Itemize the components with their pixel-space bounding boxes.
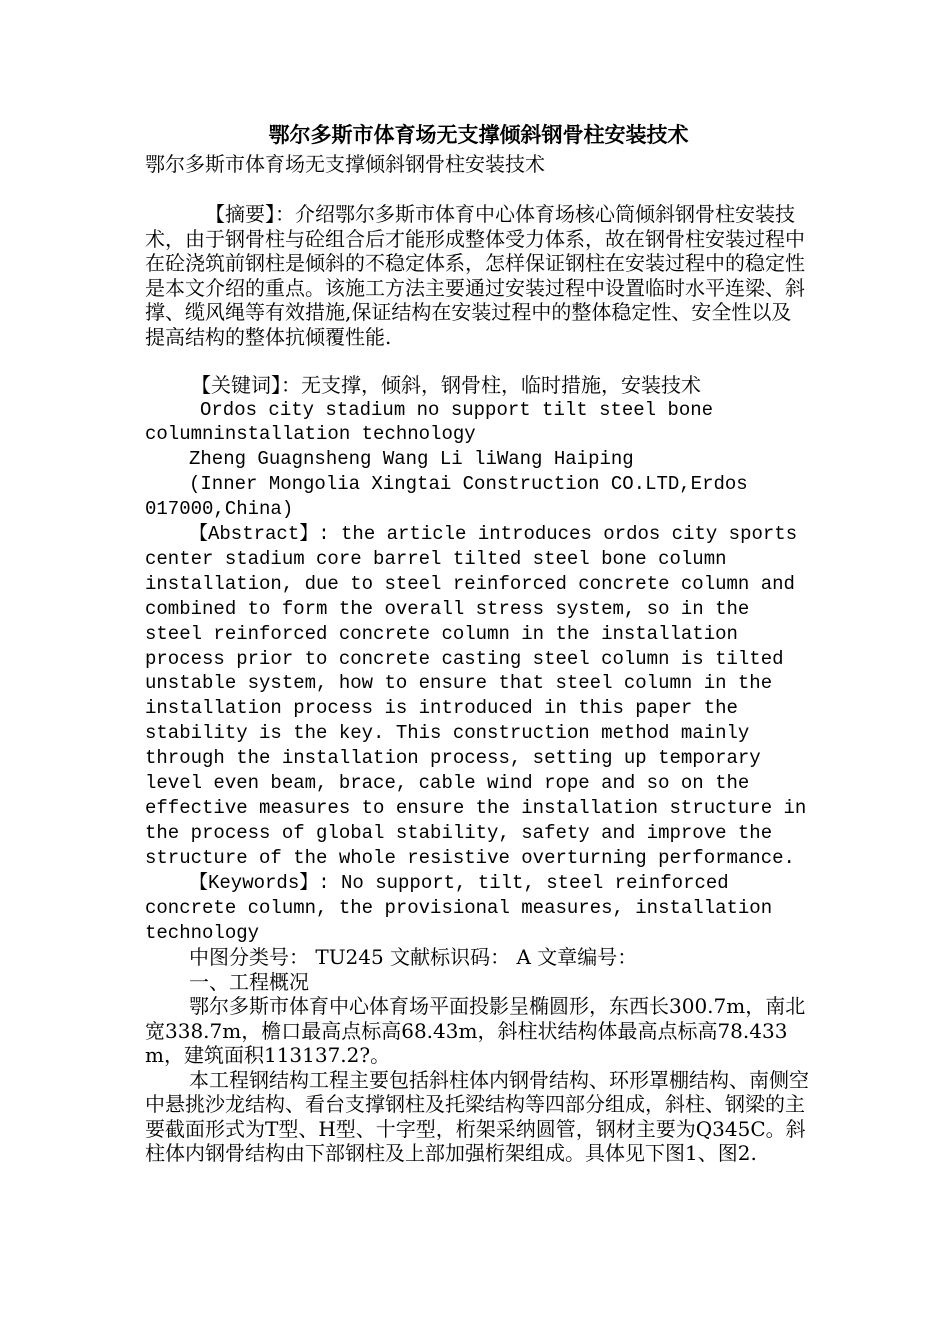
document-subtitle: 鄂尔多斯市体育场无支撑倾斜钢骨柱安装技术 <box>145 152 545 176</box>
abstract-cn: 【摘要】：介绍鄂尔多斯市体育中心体育场核心筒倾斜钢骨柱安装技术，由于钢骨柱与砼组合后才能形成整体受力体系，故在钢骨柱安装过程中在砼浇筑前钢柱是倾斜的不稳定体系，怎样保证钢柱在安装过程中的稳定性是本文介绍的重点。该施工方法主要通过安装过程中设置临时水平连梁、斜撑、缆风绳等有效措施,保证结构在安装过程中的整体稳定性、安全性以及提高结构的整体抗倾覆性能. <box>145 202 805 349</box>
abstract-en: 【Abstract】: the article introduces ordos city sports center stadium core barrel tilted steel bone column installation, due to steel reinforced concrete column and combined to form the overall stress system, so in the steel reinforced concrete column in the installation process prior to concrete casting steel column is tilted unstable system, how to ensure that steel column in the installation process is introduced in this paper the stability is the key. This construction method mainly through the installation process, setting up temporary level even beam, brace, cable wind rope and so on the effective measures to ensure the installation structure in the process of global stability, safety and improve the structure of the whole resistive overturning performance. <box>145 523 807 869</box>
keywords-cn: 【关键词】：无支撑，倾斜，钢骨柱，临时措施，安装技术 <box>191 373 701 397</box>
affiliation-en: (Inner Mongolia Xingtai Construction CO.LTD,Erdos 017000,China) <box>145 473 748 521</box>
section-paragraph-2: 本工程钢结构工程主要包括斜柱体内钢骨结构、环形罩棚结构、南侧空中悬挑沙龙结构、看台支撑钢柱及托梁结构等四部分组成，斜柱、钢梁的主要截面形式为T型、H型、十字型，桁架采纳圆管，钢材主要为Q345C。斜柱体内钢骨结构由下部钢柱及上部加强桁架组成。具体见下图1、图2. <box>145 1067 809 1166</box>
authors-en: Zheng Guagnsheng Wang Li liWang Haiping <box>189 448 634 471</box>
section-heading: 一、工程概况 <box>189 969 309 994</box>
spacer <box>145 349 810 373</box>
spacer <box>145 176 810 202</box>
section-paragraph-1: 鄂尔多斯市体育中心体育场平面投影呈椭圆形，东西长300.7m，南北宽338.7m，檐口最高点标高68.43m，斜柱状结构体最高点标高78.433m，建筑面积113137.2?。 <box>145 994 806 1068</box>
classification-line: 中图分类号： TU245 文献标识码： A 文章编号： <box>189 945 638 970</box>
document-title: 鄂尔多斯市体育场无支撑倾斜钢骨柱安装技术 <box>268 122 689 147</box>
title-en: Ordos city stadium no support tilt steel bone columninstallation technology <box>145 398 714 446</box>
keywords-en: 【Keywords】: No support, tilt, steel reinforced concrete column, the provisional measures, installation technology <box>145 871 773 944</box>
document-page <box>145 118 810 1166</box>
